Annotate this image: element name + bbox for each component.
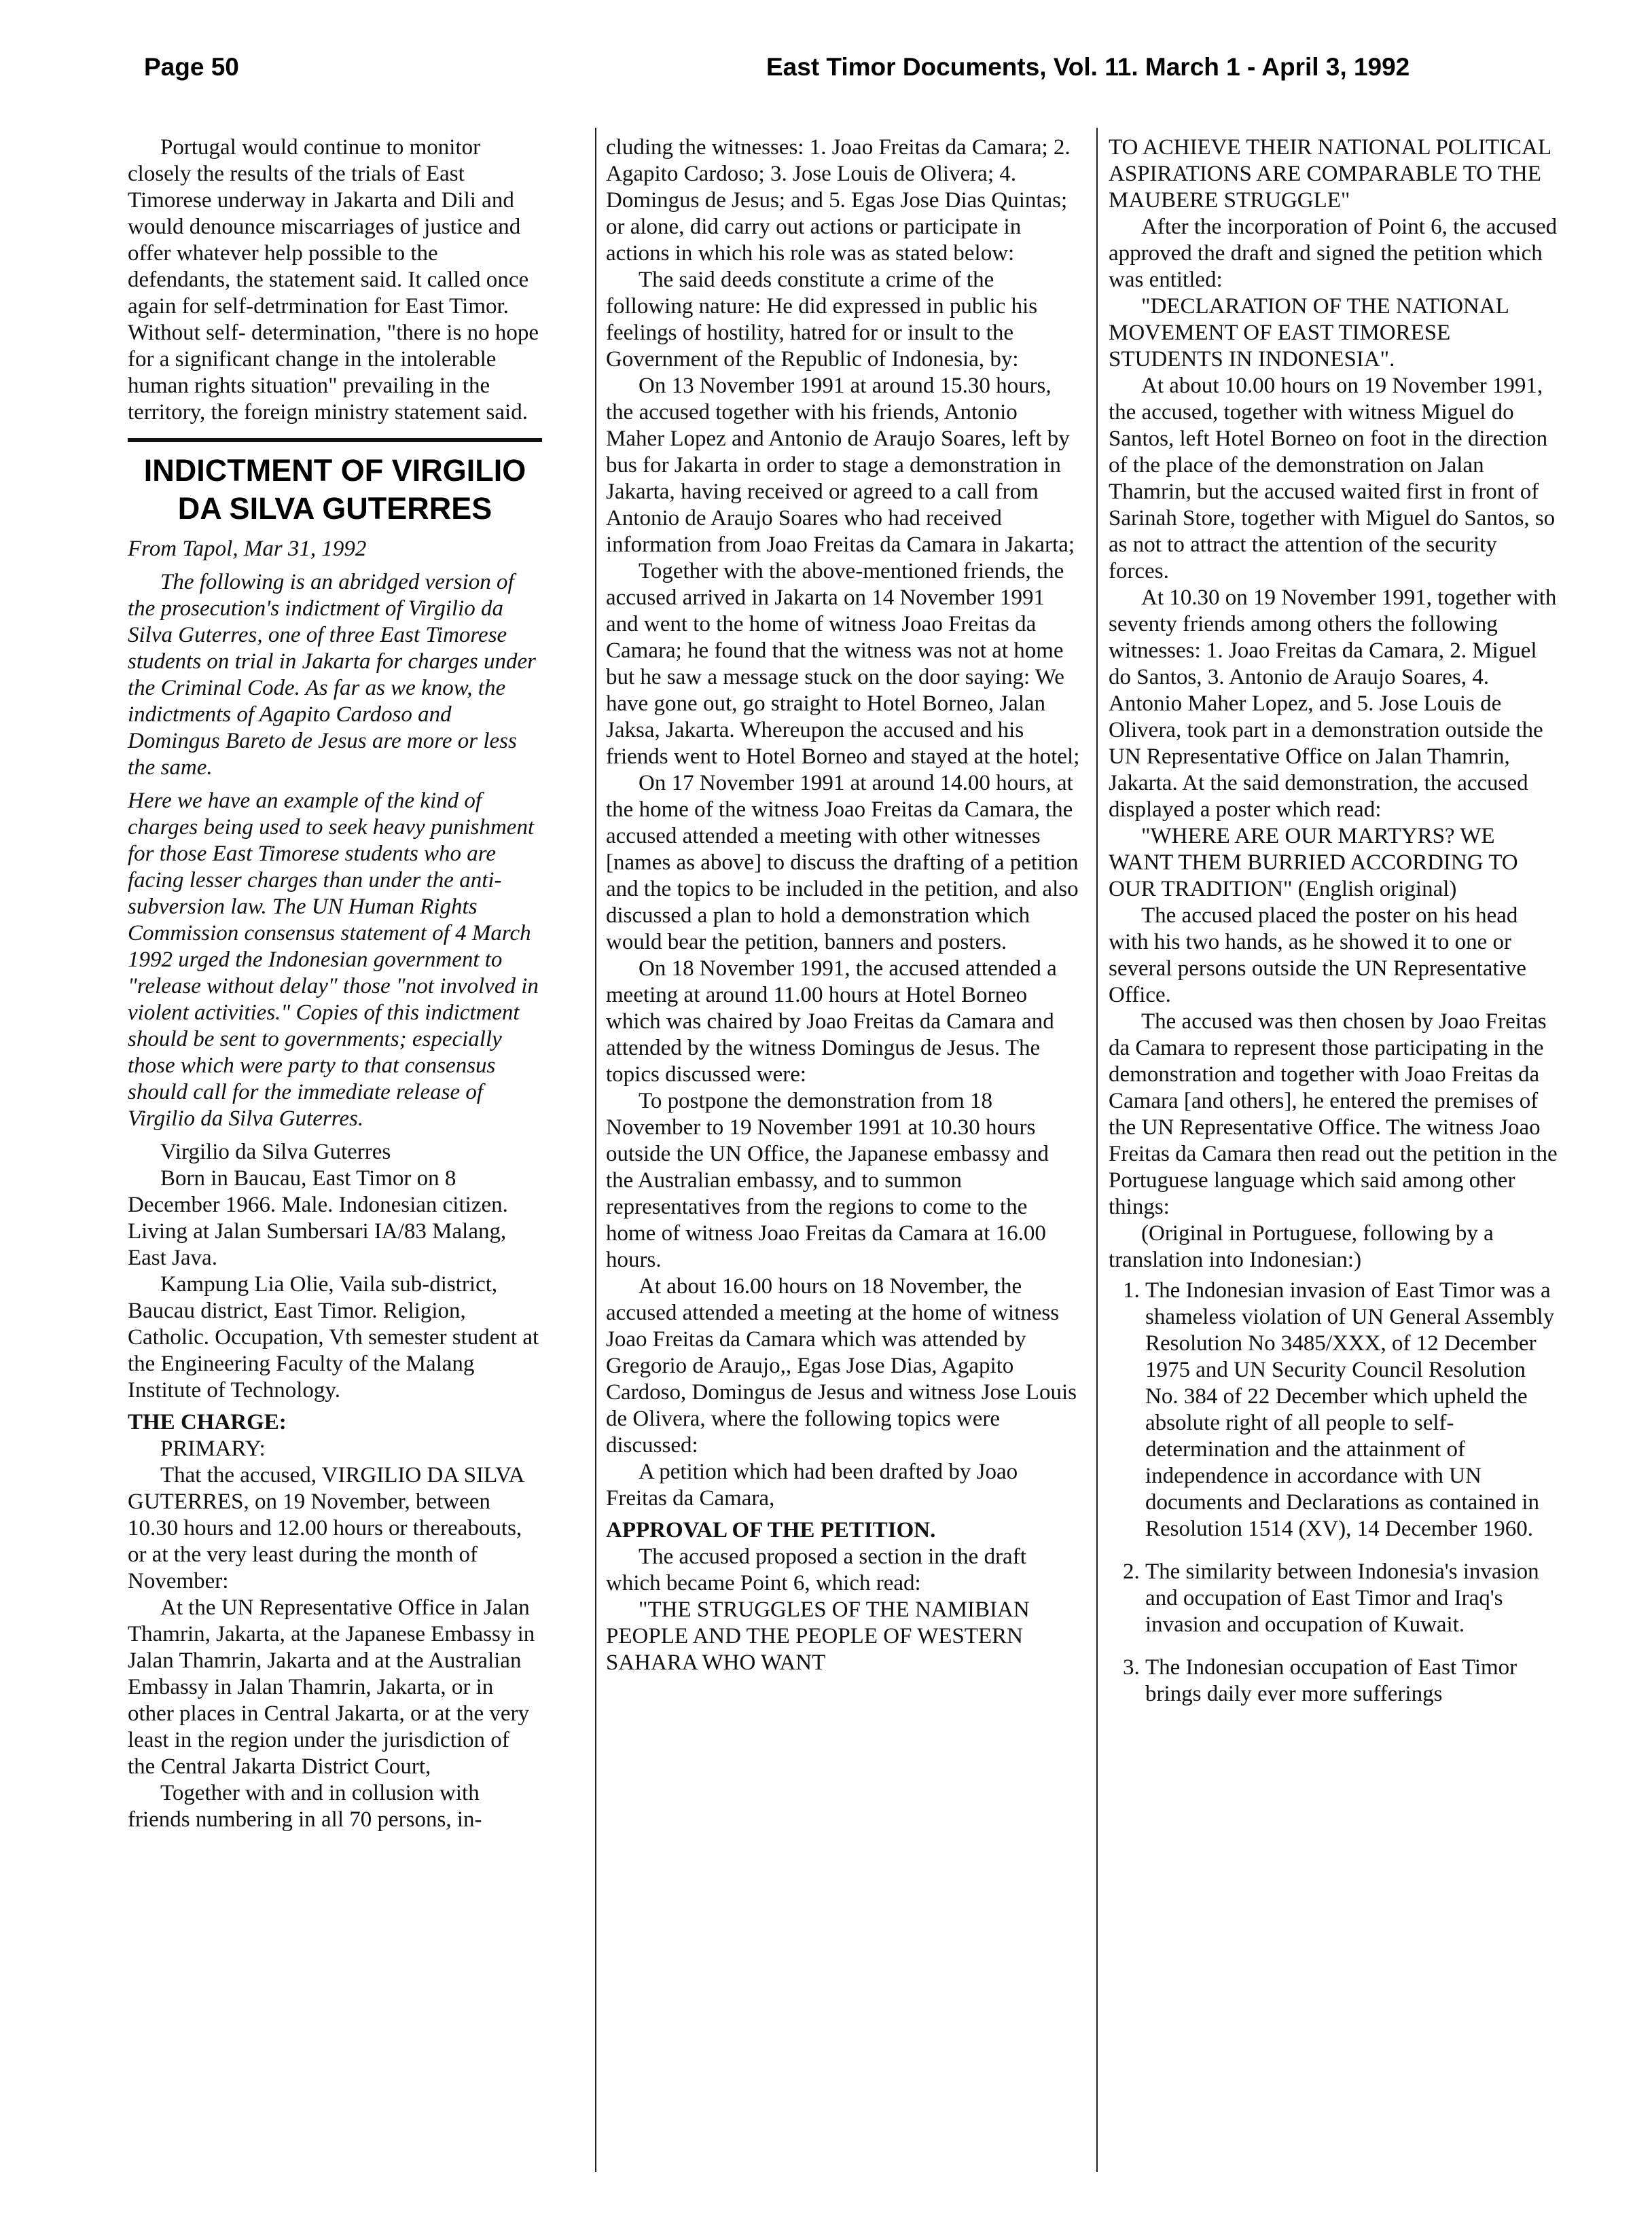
charge-heading: THE CHARGE: <box>128 1410 287 1434</box>
column-1 <box>128 134 542 1833</box>
body-paragraph: At about 10.00 hours on 19 November 1991, the accused, together with witness Miguel do Santos, left Hotel Borneo on foot in the direction of the place of the demonstration on Jalan Thamrin, but the accused waited first in front of Sarinah Store, together with Miguel do Santos, so as not to attract the attention of the security forces. <box>1109 374 1556 583</box>
body-paragraph: The accused proposed a section in the draft which became Point 6, which read: <box>606 1545 1026 1595</box>
petition-title: "DECLARATION OF THE NATIONAL MOVEMENT OF EAST TIMORESE STUDENTS IN INDONESIA". <box>1109 294 1509 372</box>
article-headline: INDICTMENT OF VIRGILIO DA SILVA GUTERRES <box>143 453 526 526</box>
body-paragraph: Together with the above-mentioned friends, the accused arrived in Jakarta on 14 November 1991 and went to the home of witness Joao Freitas da Camara; he found that the witness was not at home but he saw a message stuck on the door saying: We have gone out, go straight to Hotel Borneo, Jalan Jaksa, Jakarta. Whereupon the accused and his friends went to Hotel Borneo and stayed at the hotel; <box>606 559 1080 769</box>
body-paragraph: On 18 November 1991, the accused attended a meeting at around 11.00 hours at Hotel Borneo which was chaired by Joao Freitas da Camara and attended by the witness Domingus de Jesus. The topics discussed were: <box>606 956 1057 1087</box>
body-paragraph: At 10.30 on 19 November 1991, together with seventy friends among others the following witnesses: 1. Joao Freitas da Camara, 2. Miguel do Santos, 3. Antonio de Araujo Soares, 4. Antonio Maher Lopez, and 5. Jose Louis de Olivera, took part in a demonstration outside the UN Representative Office on Jalan Thamrin, Jakarta. At the said demonstration, the accused displayed a poster which read: <box>1109 585 1557 822</box>
column-2 <box>606 134 1081 1676</box>
body-paragraph: (Original in Portuguese, following by a translation into Indonesian:) <box>1109 1221 1494 1272</box>
primary-label: PRIMARY: <box>160 1437 266 1461</box>
running-header: East Timor Documents, Vol. 11. March 1 - April 3, 1992 <box>766 53 1410 81</box>
list-item: 2. The similarity between Indonesia's invasion and occupation of East Timor and Iraq's invasion and occupation of Kuwait. <box>1145 1559 1560 1638</box>
column-3 <box>1109 134 1560 1724</box>
body-paragraph: At the UN Representative Office in Jalan Thamrin, Jakarta, at the Japanese Embassy in Jalan Thamrin, Jakarta and at the Australian Embassy in Jalan Thamrin, Jakarta, or in other places in Central Jakarta, or at the very least in the region under the jurisdiction of the Central Jakarta District Court, <box>128 1595 535 1779</box>
defendant-origin: Kampung Lia Olie, Vaila sub-district, Baucau district, East Timor. Religion, Catholic. Occupation, Vth semester student at the Engineering Faculty of the Malang Institute of Technology. <box>128 1272 539 1403</box>
body-paragraph: A petition which had been drafted by Joao Freitas da Camara, <box>606 1460 1018 1511</box>
approval-heading: APPROVAL OF THE PETITION. <box>606 1518 936 1542</box>
editor-note: The following is an abridged version of the prosecution's indictment of Virgilio da Silva Guterres, one of three East Timorese students on trial in Jakarta for charges under the Criminal Code. As far as we know, the indictments of Agapito Cardoso and Domingus Bareto de Jesus are more or less the same. <box>128 570 536 780</box>
body-paragraph: The accused was then chosen by Joao Freitas da Camara to represent those participating in the demonstration and together with Joao Freitas da Camara [and others], he entered the premises of the UN Representative Office. The witness Joao Freitas da Camara then read out the petition in the Portuguese language which said among other things: <box>1109 1009 1558 1219</box>
list-item: 3. The Indonesian occupation of East Timor brings daily ever more sufferings <box>1145 1655 1560 1708</box>
body-paragraph: That the accused, VIRGILIO DA SILVA GUTERRES, on 19 November, between 10.30 hours and 12.00 hours or thereabouts, or at the very least during the month of November: <box>128 1463 524 1593</box>
list-item: 1. The Indonesian invasion of East Timor was a shameless violation of UN General Assembly Resolution No 3485/XXX, of 12 December 1975 and UN Security Council Resolution No. 384 of 22 December which upheld the absolute right of all people to self- determination and the attainment of independence in accordance with UN documents and Declarations as contained in Resolution 1514 (XV), 14 December 1960. <box>1145 1278 1560 1542</box>
body-paragraph: At about 16.00 hours on 18 November, the accused attended a meeting at the home of witness Joao Freitas da Camara which was attended by Gregorio de Araujo,, Egas Jose Dias, Agapito Cardoso, Domingus de Jesus and witness Jose Louis de Olivera, where the following topics were discussed: <box>606 1274 1077 1458</box>
body-paragraph: Together with and in collusion with friends numbering in all 70 persons, in- <box>128 1781 482 1832</box>
body-paragraph: On 17 November 1991 at around 14.00 hours, at the home of the witness Joao Freitas da Camara, the accused attended a meeting with other witnesses [names as above] to discuss the drafting of a petition and the topics to be included in the petition, and also discussed a plan to hold a demonstration which would bear the petition, banners and posters. <box>606 771 1079 954</box>
section-rule <box>128 438 542 442</box>
column-divider <box>595 128 596 2172</box>
body-paragraph: cluding the witnesses: 1. Joao Freitas da Camara; 2. Agapito Cardoso; 3. Jose Louis de Olivera; 4. Domingus de Jesus; and 5. Egas Jose Dias Quintas; or alone, did carry out actions or participate in actions in which his role was as stated below: <box>606 135 1071 266</box>
intro-paragraph: Portugal would continue to monitor closely the results of the trials of East Timorese underway in Jakarta and Dili and would denounce miscarriages of justice and offer whatever help possible to the defendants, the statement said. It called once again for self-detrmination for East Timor. Without self- determination, "there is no hope for a significant change in the intolerable human rights situation" prevailing in the territory, the foreign ministry statement said. <box>128 135 539 425</box>
body-paragraph: After the incorporation of Point 6, the accused approved the draft and signed the petition which was entitled: <box>1109 215 1558 292</box>
page-number: Page 50 <box>144 53 239 81</box>
body-paragraph: To postpone the demonstration from 18 November to 19 November 1991 at 10.30 hours outside the UN Office, the Japanese embassy and the Australian embassy, and to summon representatives from the regions to come to the home of witness Joao Freitas da Camara at 16.00 hours. <box>606 1089 1049 1272</box>
poster-text: "WHERE ARE OUR MARTYRS? WE WANT THEM BURRIED ACCORDING TO OUR TRADITION" (English original) <box>1109 824 1518 901</box>
petition-list <box>1109 1278 1560 1708</box>
byline: From Tapol, Mar 31, 1992 <box>128 537 367 561</box>
body-paragraph: The accused placed the poster on his head with his two hands, as he showed it to one or several persons outside the UN Representative Office. <box>1109 903 1526 1007</box>
column-divider <box>1096 128 1098 2172</box>
body-paragraph: On 13 November 1991 at around 15.30 hours, the accused together with his friends, Antonio Maher Lopez and Antonio de Araujo Soares, left by bus for Jakarta in order to stage a demonstration in Jakarta, having received or agreed to a call from Antonio de Araujo Soares who had received information from Joao Freitas da Camara in Jakarta; <box>606 374 1075 557</box>
defendant-name: Virgilio da Silva Guterres <box>160 1140 391 1164</box>
defendant-details: Born in Baucau, East Timor on 8 December 1966. Male. Indonesian citizen. Living at Jalan Sumbersari IA/83 Malang, East Java. <box>128 1166 508 1270</box>
editor-note: Here we have an example of the kind of charges being used to seek heavy punishment for those East Timorese students who are facing lesser charges than under the anti-subversion law. The UN Human Rights Commission consensus statement of 4 March 1992 urged the Indonesian government to "release without delay" those "not involved in violent activities." Copies of this indictment should be sent to governments; especially those which were party to that consensus should call for the immediate release of Virgilio da Silva Guterres. <box>128 789 539 1131</box>
quoted-point: TO ACHIEVE THEIR NATIONAL POLITICAL ASPIRATIONS ARE COMPARABLE TO THE MAUBERE STRUGGLE" <box>1109 135 1551 213</box>
body-paragraph: The said deeds constitute a crime of the following nature: He did expressed in public his feelings of hostility, hatred for or insult to the Government of the Republic of Indonesia, by: <box>606 268 1038 372</box>
quoted-point: "THE STRUGGLES OF THE NAMIBIAN PEOPLE AND THE PEOPLE OF WESTERN SAHARA WHO WANT <box>606 1597 1030 1675</box>
